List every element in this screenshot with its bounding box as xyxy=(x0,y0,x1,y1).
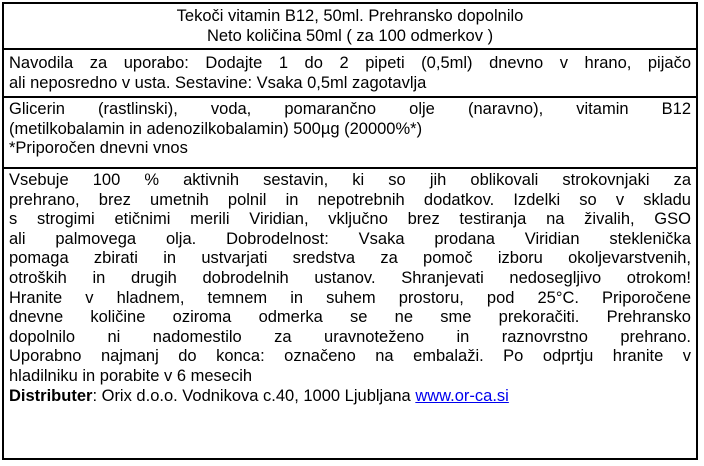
distributor-label: Distributer xyxy=(9,386,93,405)
distributor-address: : Orix d.o.o. Vodnikova c.40, 1000 Ljubljana xyxy=(92,386,416,405)
info-line: prehrano, brez umetnih polnil in nepotrebnih dodatkov. Izdelki so v skladu xyxy=(9,190,691,209)
info-line: ali palmovega olja. Dobrodelnost: Vsaka prodana Viridian steklenička xyxy=(9,229,691,248)
distributor xyxy=(9,387,691,407)
info-line: Uporabno najmanj do konca: označeno na embalaži. Po odprtju hranite v xyxy=(9,347,691,366)
info-line: dopolnilo ni nadomestilo za uravnoteženo in raznovrstno prehrano. xyxy=(9,327,691,346)
ingredients-line-2: (metilkobalamin in adenozilkobalamin) 500µg (20000%*) xyxy=(9,119,423,138)
info-line: otroških in drugih dobrodelnih ustanov. Shranjevati nedosegljivo otrokom! xyxy=(9,268,691,287)
info-line: dnevne količine oziroma odmerka se ne sme prekoračiti. Prehransko xyxy=(9,308,691,327)
usage-line-2: ali neposredno v usta. Sestavine: Vsaka 0,5ml zagotavlja xyxy=(9,73,427,92)
usage-instructions xyxy=(4,50,696,98)
info-line: pomaga zbirati in ustvarjati sredstva za pomoč izboru okoljevarstvenih, xyxy=(9,249,691,268)
net-quantity: Neto količina 50ml ( za 100 odmerkov ) xyxy=(206,26,494,45)
daily-intake-note: *Priporočen dnevni vnos xyxy=(9,139,188,158)
label-header xyxy=(4,4,696,50)
product-information xyxy=(4,169,696,460)
info-line: hladilniku in porabite v 6 mesecih xyxy=(9,366,253,385)
product-label xyxy=(2,2,698,460)
info-line: s strogimi etičnimi merili Viridian, vključno brez testiranja na živalih, GSO xyxy=(9,210,691,229)
usage-line-1: Navodila za uporabo: Dodajte 1 do 2 pipeti (0,5ml) dnevno v hrano, pijačo xyxy=(9,54,691,72)
info-line: Hranite v hladnem, temnem in suhem prostoru, pod 25°C. Priporočene xyxy=(9,288,691,307)
ingredients xyxy=(4,98,696,169)
distributor-website-link[interactable]: www.or-ca.si xyxy=(415,386,509,405)
ingredients-line-1: Glicerin (rastlinski), voda, pomarančno olje (naravno), vitamin B12 xyxy=(9,100,691,118)
info-line: Vsebuje 100 % aktivnih sestavin, ki so jih oblikovali strokovnjaki za xyxy=(9,171,691,189)
product-title: Tekoči vitamin B12, 50ml. Prehransko dopolnilo xyxy=(176,7,524,25)
